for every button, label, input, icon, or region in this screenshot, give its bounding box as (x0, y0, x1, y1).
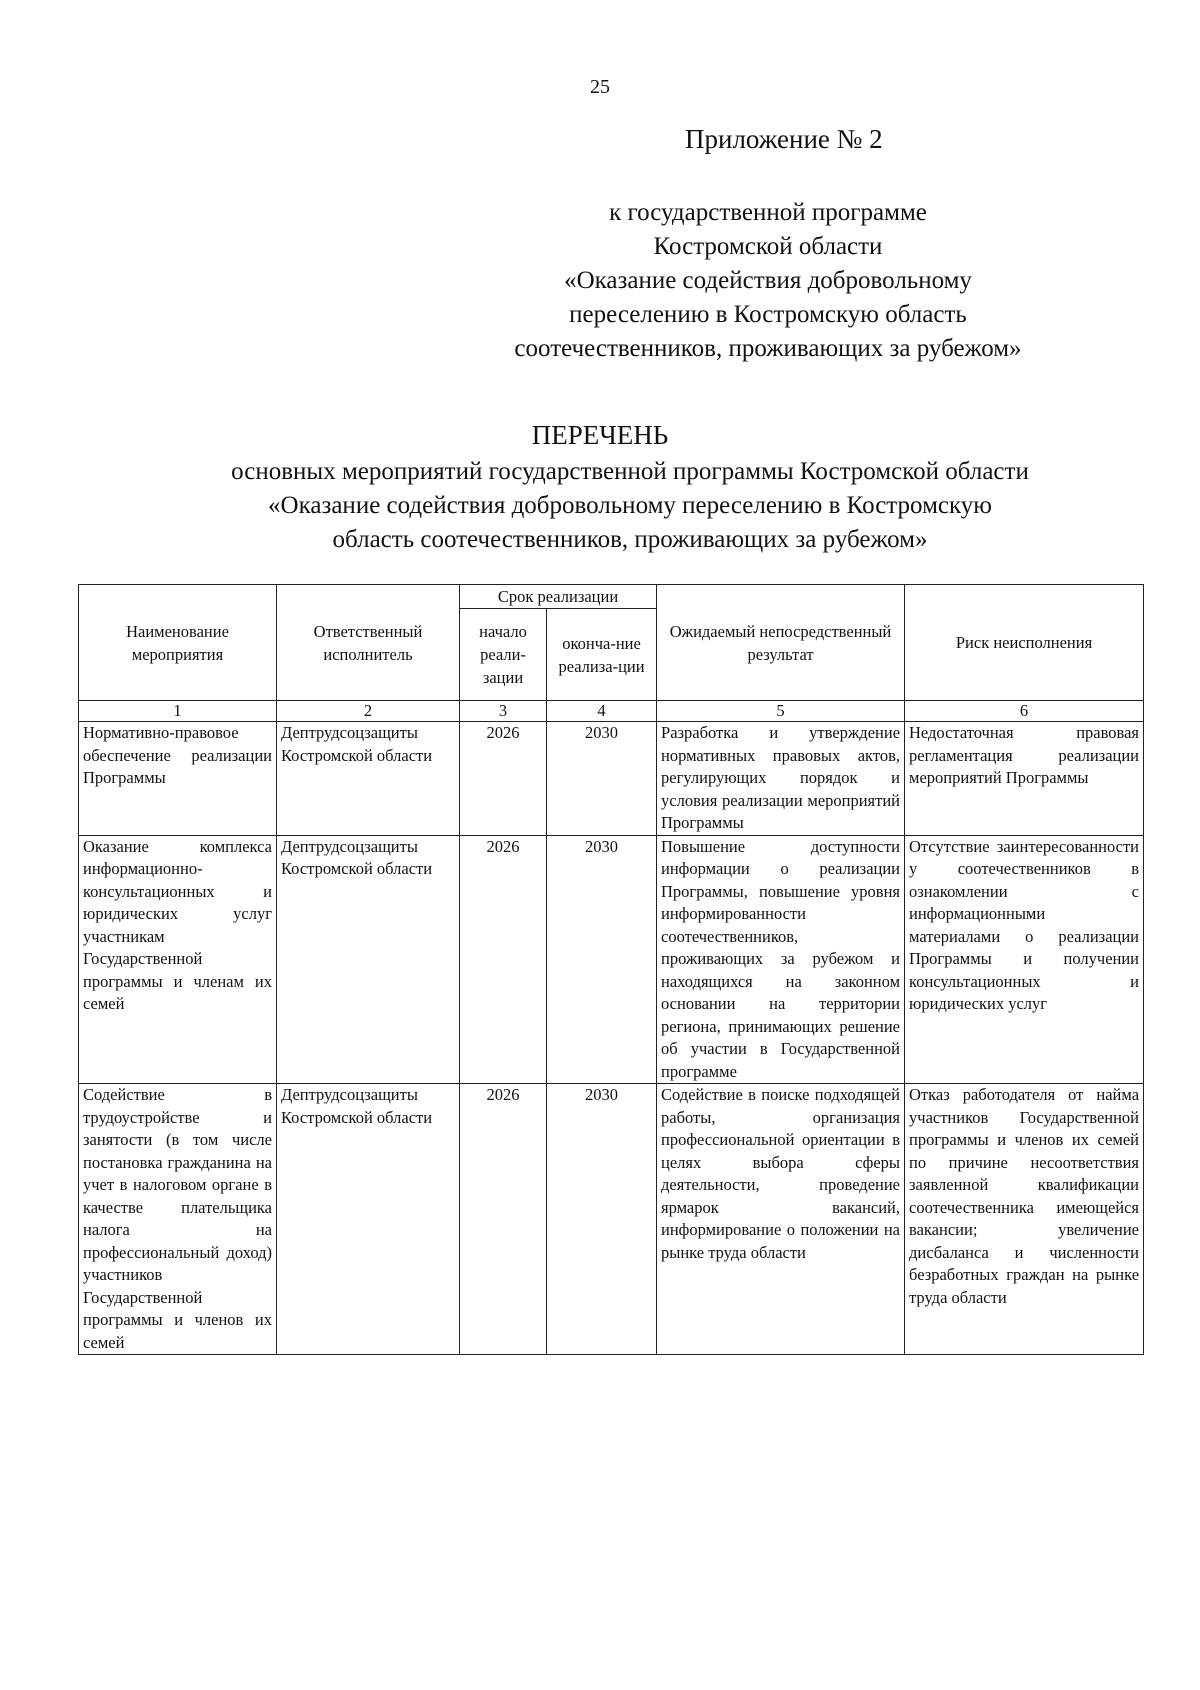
column-number: 5 (657, 701, 905, 722)
measure-risk: Отказ работодателя от найма участников Государственной программы и членов их семей по причине несоответствия заявленной квалификации соотечественника имеющейся вакансии; увеличение дисбаланса и численности безработных граждан на рынке труда области (905, 1084, 1144, 1355)
measure-start: 2026 (460, 835, 547, 1084)
measure-end: 2030 (547, 835, 657, 1084)
measure-name: Нормативно-правовое обеспечение реализации Программы (79, 722, 277, 836)
appendix-line: Костромской области (653, 233, 883, 260)
header-name: Наименование мероприятия (79, 585, 277, 701)
measure-executor: Дептрудсоцзащиты Костромской области (277, 722, 460, 836)
list-title: ПЕРЕЧЕНЬ (531, 420, 669, 450)
header-risk: Риск неисполнения (905, 585, 1144, 701)
page-number: 25 (590, 76, 610, 98)
measure-executor: Дептрудсоцзащиты Костромской области (277, 835, 460, 1084)
column-number: 3 (460, 701, 547, 722)
column-number: 6 (905, 701, 1144, 722)
column-number: 4 (547, 701, 657, 722)
measure-start: 2026 (460, 722, 547, 836)
appendix-title: Приложение № 2 (685, 124, 883, 154)
measure-end: 2030 (547, 1084, 657, 1355)
header-period: Срок реализации (460, 585, 657, 609)
table-row (79, 722, 1144, 836)
header-result: Ожидаемый непосредственный результат (657, 585, 905, 701)
appendix-line: «Оказание содействия добровольному (564, 267, 972, 294)
header-executor: Ответственный исполнитель (277, 585, 460, 701)
appendix-line: соотечественников, проживающих за рубежом» (514, 335, 1022, 362)
appendix-subtitle (488, 196, 1048, 366)
measures-table (78, 584, 1144, 1355)
measure-result: Разработка и утверждение нормативных правовых актов, регулирующих порядок и условия реализации мероприятий Программы (657, 722, 905, 836)
measure-result: Повышение доступности информации о реализации Программы, повышение уровня информированности соотечественников, проживающих за рубежом и находящихся на законном основании на территории региона, принимающих решение об участии в Государственной программе (657, 835, 905, 1084)
appendix-line: переселению в Костромскую область (569, 301, 967, 328)
column-number: 1 (79, 701, 277, 722)
list-subtitle (100, 455, 1160, 557)
header-start: начало реали-зации (460, 609, 547, 701)
header-end: оконча-ние реализа-ции (547, 609, 657, 701)
table-row (79, 1084, 1144, 1355)
table-row (79, 835, 1144, 1084)
measure-start: 2026 (460, 1084, 547, 1355)
list-subtitle-line: область соотечественников, проживающих за рубежом» (332, 526, 928, 553)
measure-name: Оказание комплекса информационно-консультационных и юридических услуг участникам Государственной программы и членам их семей (79, 835, 277, 1084)
measure-name: Содействие в трудоустройстве и занятости (в том числе постановка гражданина на учет в налоговом органе в качестве плательщика налога на профессиональный доход) участников Государственной программы и членов их семей (79, 1084, 277, 1355)
column-number: 2 (277, 701, 460, 722)
list-subtitle-line: «Оказание содействия добровольному переселению в Костромскую (268, 492, 992, 519)
appendix-line: к государственной программе (609, 199, 927, 226)
measure-risk: Отсутствие заинтересованности у соотечественников в ознакомлении с информационными материалами о реализации Программы и получении консультационных и юридических услуг (905, 835, 1144, 1084)
measure-risk: Недостаточная правовая регламентация реализации мероприятий Программы (905, 722, 1144, 836)
measure-executor: Дептрудсоцзащиты Костромской области (277, 1084, 460, 1355)
measure-end: 2030 (547, 722, 657, 836)
list-subtitle-line: основных мероприятий государственной программы Костромской области (231, 458, 1029, 485)
measure-result: Содействие в поиске подходящей работы, организация профессиональной ориентации в целях выбора сферы деятельности, проведение ярмарок вакансий, информирование о положении на рынке труда области (657, 1084, 905, 1355)
